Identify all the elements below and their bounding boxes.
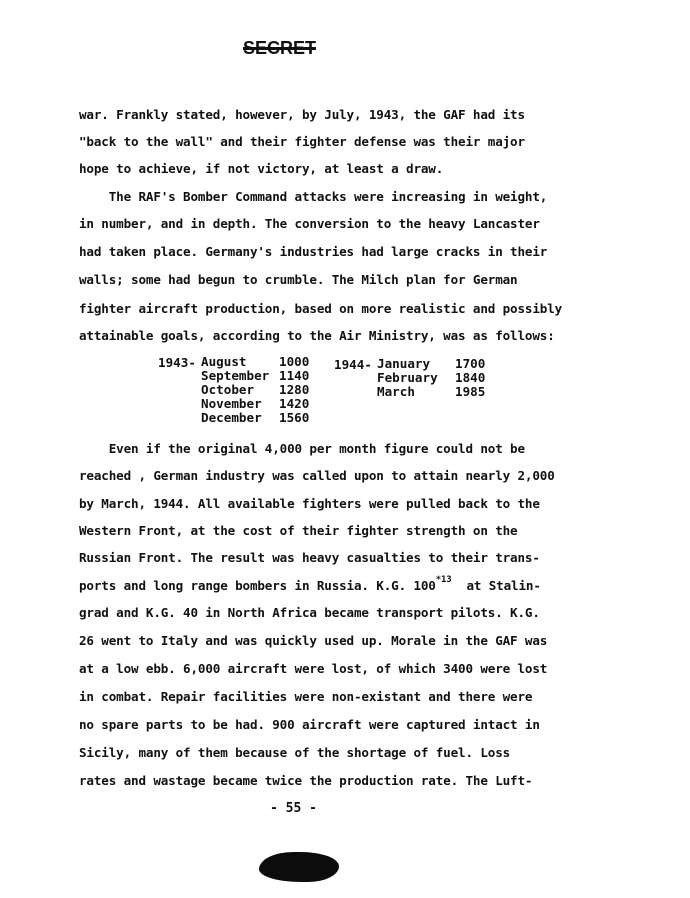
value-cell: 1700 bbox=[455, 356, 486, 371]
text-line: attainable goals, according to the Air Ministry, was as follows: bbox=[79, 328, 555, 343]
month-cell: January bbox=[377, 356, 431, 371]
table-row bbox=[377, 371, 485, 385]
text-line: grad and K.G. 40 in North Africa became transport pilots. K.G. bbox=[79, 605, 540, 620]
year-1944-rows bbox=[377, 357, 485, 399]
value-cell: 1140 bbox=[279, 368, 310, 383]
text-line: no spare parts to be had. 900 aircraft were captured intact in bbox=[79, 717, 540, 732]
footnote-marker: *13 bbox=[435, 575, 452, 585]
text-line: Even if the original 4,000 per month figure could not be bbox=[79, 441, 525, 456]
page-number: - 55 - bbox=[270, 801, 317, 816]
text-line: reached , German industry was called upon to attain nearly 2,000 bbox=[79, 468, 555, 483]
year-label-1944: 1944- bbox=[334, 357, 372, 372]
table-row bbox=[201, 397, 309, 411]
text-line: hope to achieve, if not victory, at least a draw. bbox=[79, 161, 444, 176]
table-row bbox=[201, 369, 309, 383]
value-cell: 1420 bbox=[279, 396, 310, 411]
table-row bbox=[201, 355, 309, 369]
text-line: Western Front, at the cost of their fighter strength on the bbox=[79, 523, 518, 538]
month-cell: October bbox=[201, 382, 255, 397]
text-line: walls; some had begun to crumble. The Milch plan for German bbox=[79, 272, 518, 287]
table-row bbox=[201, 411, 309, 425]
table-row bbox=[377, 385, 485, 399]
month-cell: March bbox=[377, 384, 415, 399]
text-line: rates and wastage became twice the production rate. The Luft- bbox=[79, 773, 533, 788]
value-cell: 1000 bbox=[279, 354, 310, 369]
text-line: at a low ebb. 6,000 aircraft were lost, of which 3400 were lost bbox=[79, 661, 548, 676]
text-line-with-footnote bbox=[79, 575, 541, 594]
month-cell: August bbox=[201, 354, 247, 369]
text-line: fighter aircraft production, based on more realistic and possibly bbox=[79, 301, 563, 316]
text-span: ports and long range bombers in Russia. K.G. 100 bbox=[79, 578, 436, 594]
month-cell: November bbox=[201, 396, 262, 411]
text-line: Russian Front. The result was heavy casualties to their trans- bbox=[79, 550, 540, 565]
text-line: by March, 1944. All available fighters were pulled back to the bbox=[79, 496, 540, 511]
text-line: 26 went to Italy and was quickly used up. Morale in the GAF was bbox=[79, 633, 548, 648]
year-label-1943: 1943- bbox=[158, 355, 196, 370]
table-row bbox=[377, 357, 485, 371]
text-line: had taken place. Germany's industries had large cracks in their bbox=[79, 244, 548, 259]
value-cell: 1840 bbox=[455, 370, 486, 385]
month-cell: September bbox=[201, 368, 270, 383]
value-cell: 1560 bbox=[279, 410, 310, 425]
redaction-mark bbox=[259, 852, 339, 882]
text-line: war. Frankly stated, however, by July, 1943, the GAF had its bbox=[79, 107, 525, 122]
text-line: "back to the wall" and their fighter defense was their major bbox=[79, 134, 525, 149]
value-cell: 1280 bbox=[279, 382, 310, 397]
month-cell: December bbox=[201, 410, 262, 425]
table-row bbox=[201, 383, 309, 397]
text-line: in number, and in depth. The conversion to the heavy Lancaster bbox=[79, 216, 540, 231]
text-line: Sicily, many of them because of the shortage of fuel. Loss bbox=[79, 745, 511, 760]
value-cell: 1985 bbox=[455, 384, 486, 399]
text-span: at Stalin- bbox=[466, 578, 541, 594]
text-line: in combat. Repair facilities were non-existant and there were bbox=[79, 689, 533, 704]
year-1943-rows bbox=[201, 355, 309, 425]
text-line: The RAF's Bomber Command attacks were increasing in weight, bbox=[79, 189, 548, 204]
classification-stamp: SECRET bbox=[243, 38, 317, 58]
month-cell: February bbox=[377, 370, 438, 385]
production-table bbox=[0, 355, 690, 427]
